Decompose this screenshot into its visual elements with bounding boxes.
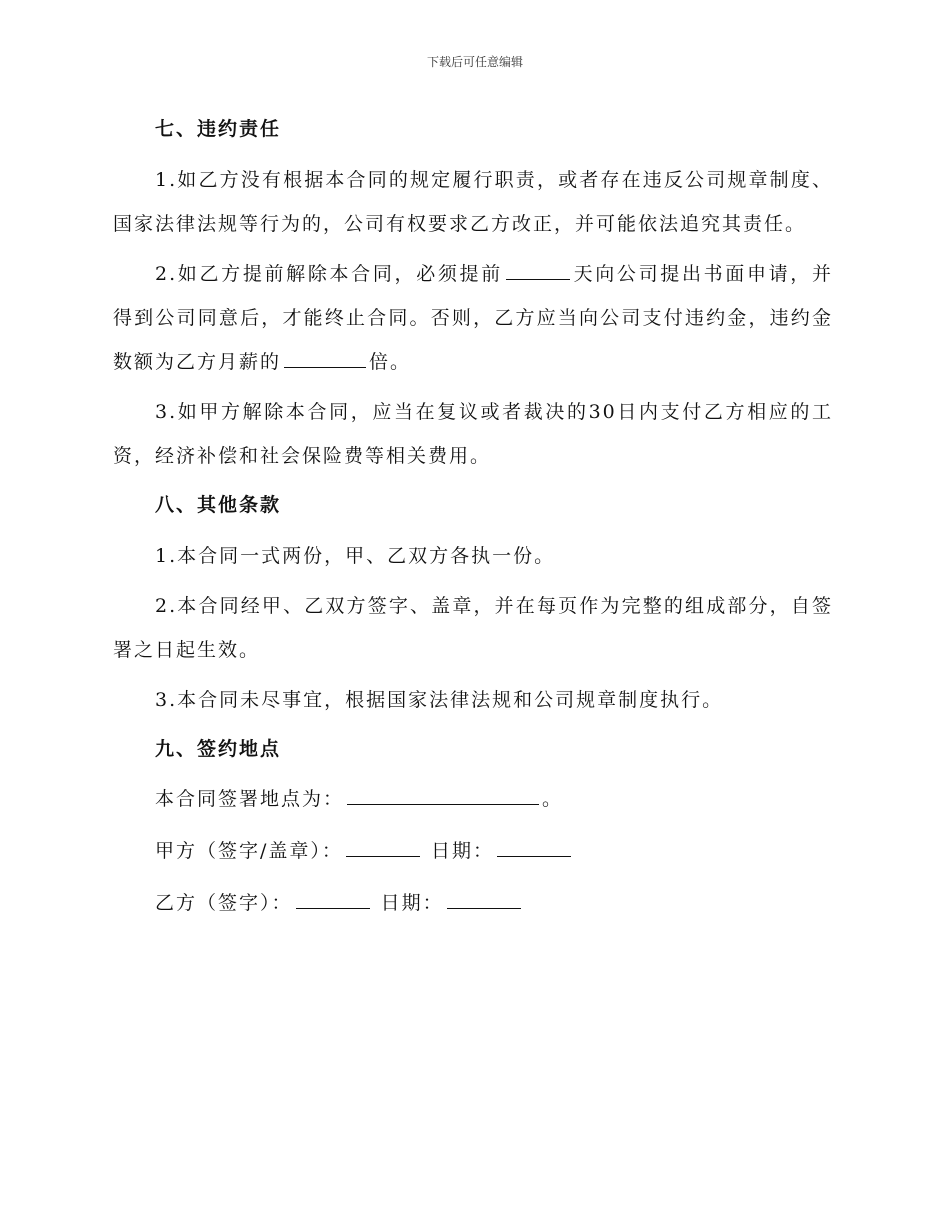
document-body [113,108,833,934]
signing-place-line [113,778,833,820]
party-b-label: 乙方（签字）： [155,892,293,914]
party-a-date-blank [497,855,571,857]
section-9-title: 九、签约地点 [155,738,282,760]
section-8-title: 八、其他条款 [155,494,282,516]
party-a-label: 甲方（签字/盖章）： [155,840,343,862]
section-7-title: 七、违约责任 [155,118,282,140]
section-7-paragraph-1: 1.如乙方没有根据本合同的规定履行职责，或者存在违反公司规章制度、国家法律法规等行为的，公司有权要求乙方改正，并可能依法追究其责任。 [113,169,833,235]
p2-part-b: 天向公司提出书面申请，并得到公司同意后，才能终止合同。否则，乙方应当向公司支付违约金，违约金数额为乙方月薪的 [113,263,833,373]
signing-place-end: 。 [542,788,564,810]
party-b-line [113,882,833,924]
section-8-paragraph-1: 1.本合同一式两份，甲、乙双方各执一份。 [155,545,556,567]
party-a-signature-blank [346,855,420,857]
section-7-paragraph-3: 3.如甲方解除本合同，应当在复议或者裁决的30日内支付乙方相应的工资，经济补偿和社会保险费等相关费用。 [113,401,833,467]
party-a-line [113,830,833,872]
party-a-date-label: 日期： [430,840,494,862]
penalty-multiple-blank [284,366,366,368]
party-b-date-label: 日期： [380,892,444,914]
notice-days-blank [506,278,570,280]
section-7-paragraph-2 [113,252,833,384]
signing-place-blank [347,803,539,805]
section-8-paragraph-2: 2.本合同经甲、乙双方签字、盖章，并在每页作为完整的组成部分，自签署之日起生效。 [113,595,833,661]
section-8-paragraph-3: 3.本合同未尽事宜，根据国家法律法规和公司规章制度执行。 [155,689,724,711]
party-b-signature-blank [296,907,370,909]
party-b-date-blank [447,907,521,909]
p2-part-c: 倍。 [369,351,412,373]
page-header: 下载后可任意编辑 [426,55,523,69]
p2-part-a: 2.如乙方提前解除本合同，必须提前 [155,263,503,285]
signing-place-label: 本合同签署地点为： [155,788,345,810]
